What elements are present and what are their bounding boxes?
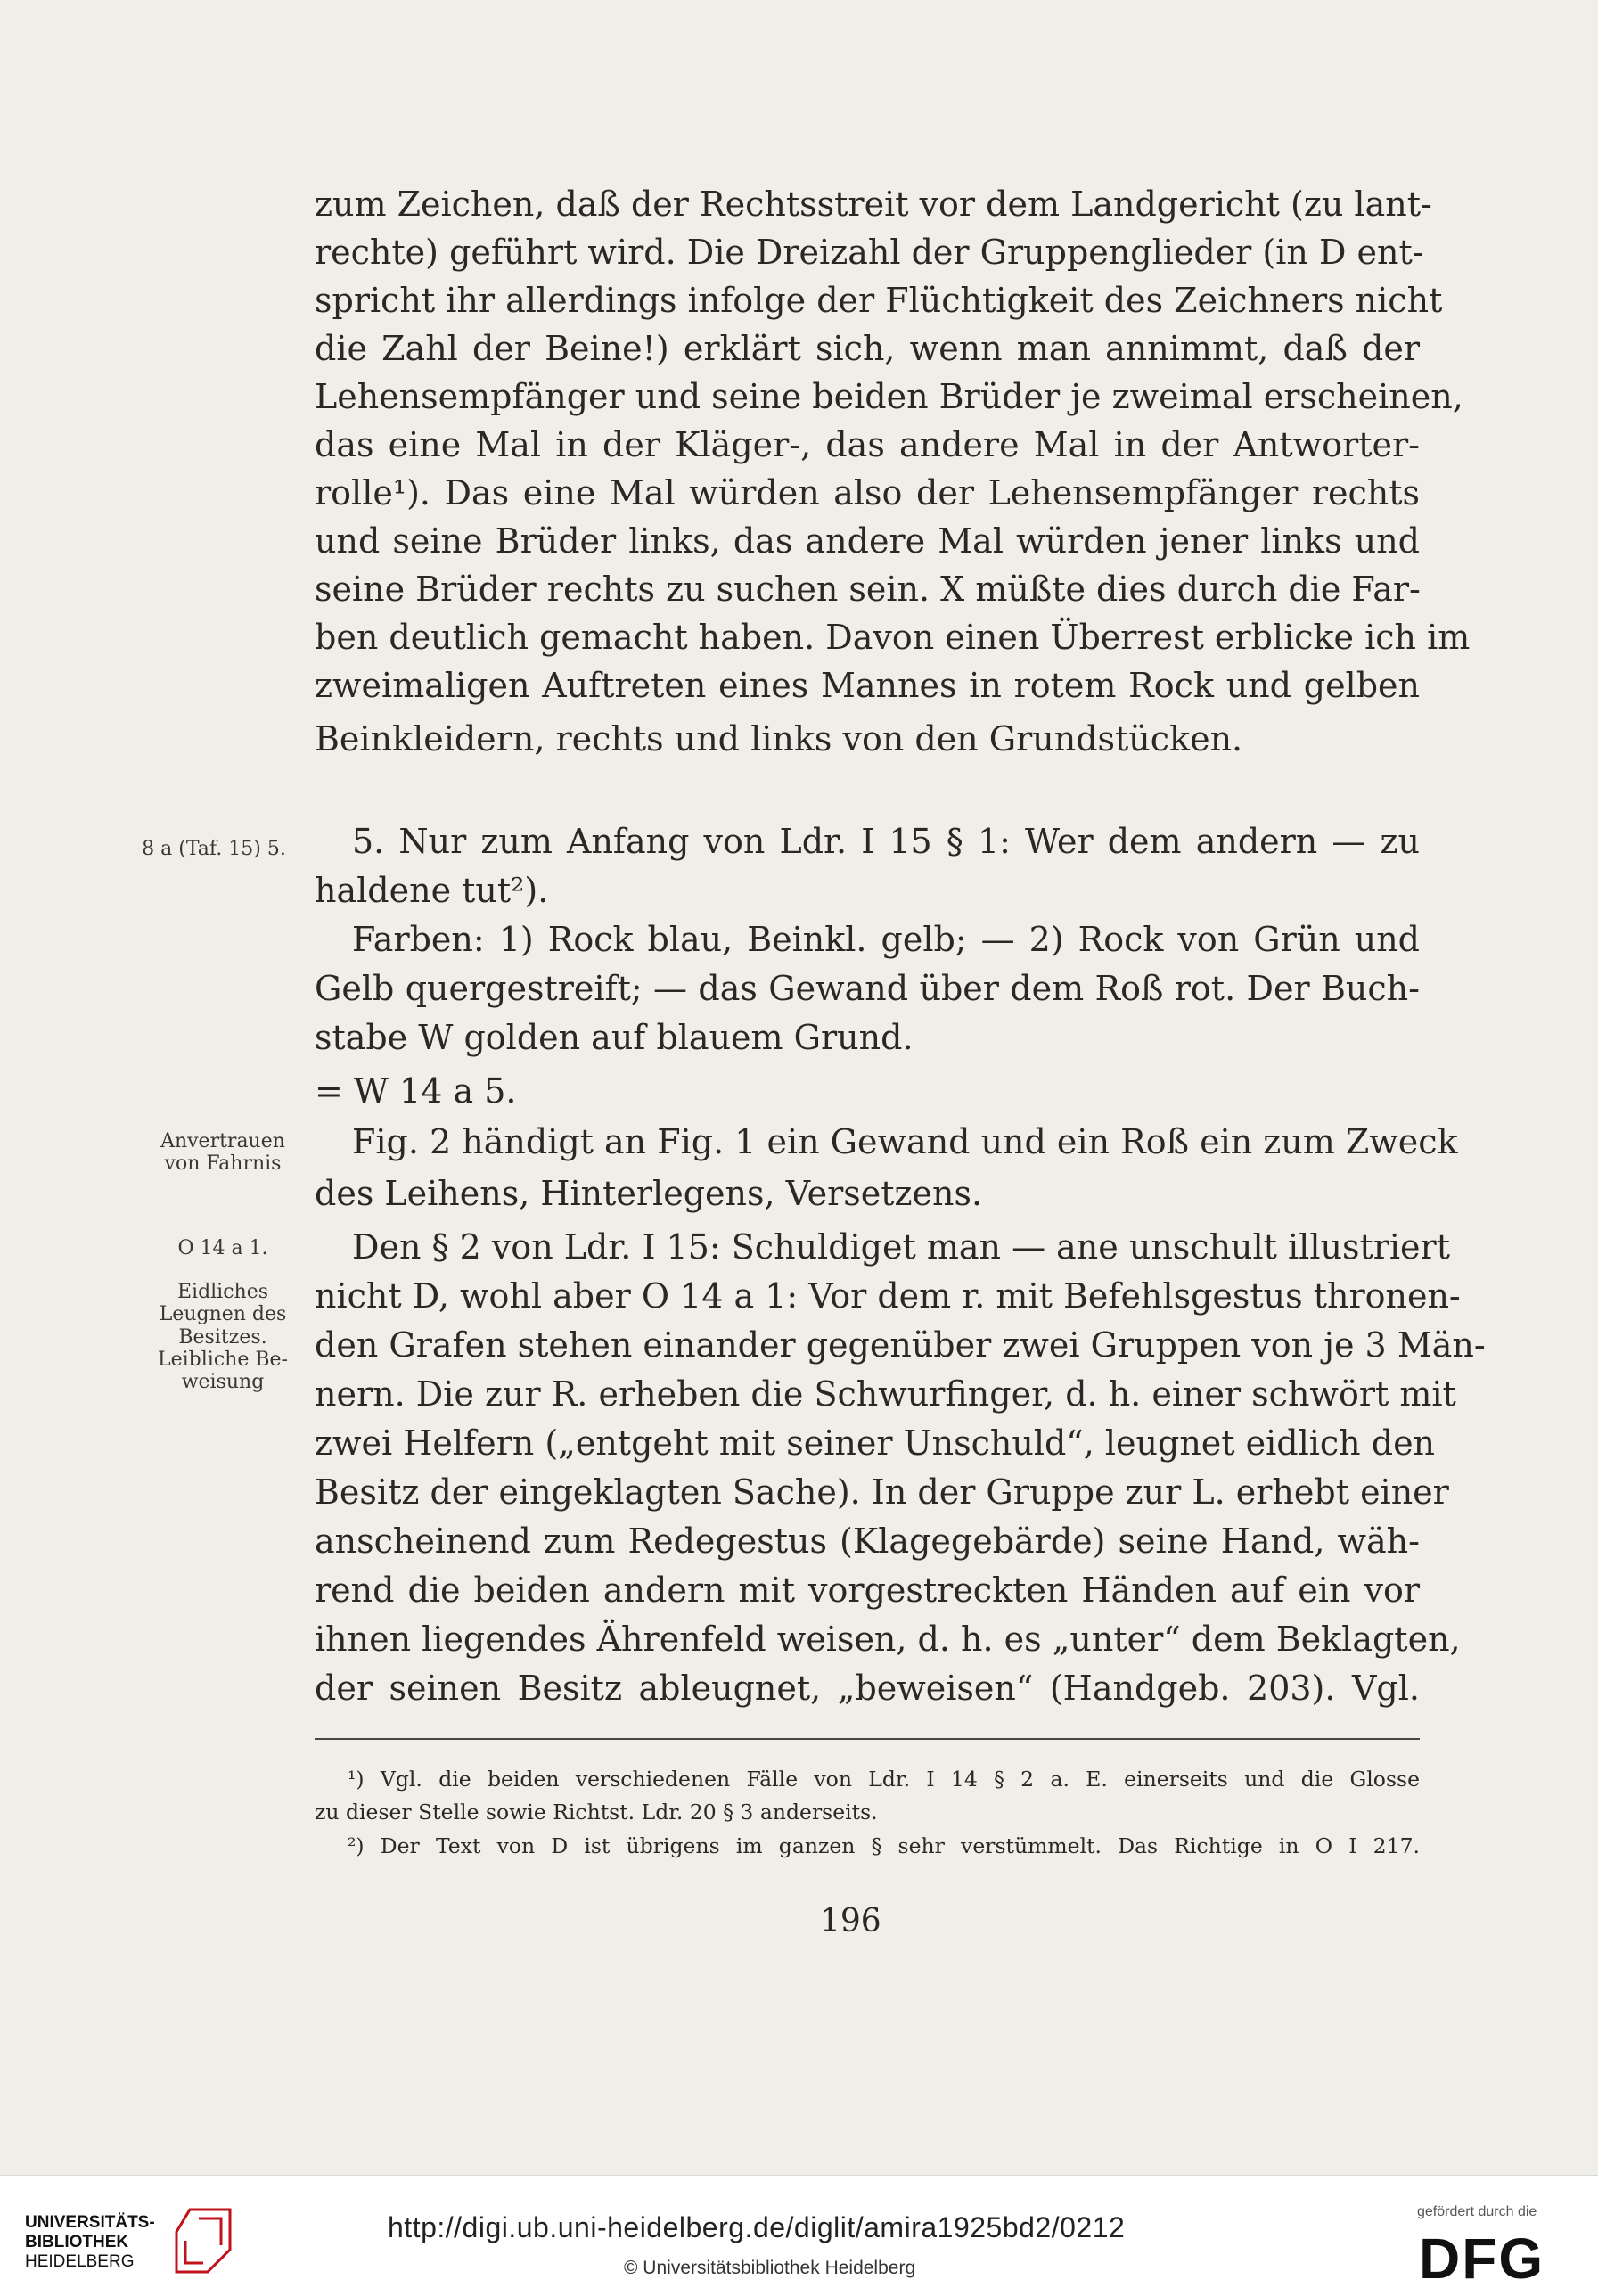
margin-note-line: von Fahrnis — [164, 1152, 282, 1176]
text-line: haldene tut²). — [315, 871, 549, 910]
library-name-line: BIBLIOTHEK — [25, 2233, 129, 2251]
margin-note-line: Besitzes. — [178, 1325, 267, 1349]
text-line: zwei Helfern („entgeht mit seiner Unschuld“, leugnet eidlich den — [315, 1423, 1436, 1463]
margin-note-line: Eidliches — [176, 1281, 269, 1303]
text-line: und seine Brüder links, das andere Mal würden jener links und — [315, 521, 1420, 561]
margin-note-line: Leibliche Be- — [158, 1348, 288, 1371]
text-line: Beinkleidern, rechts und links von den Grundstücken. — [315, 719, 1243, 758]
text-line: Fig. 2 händigt an Fig. 1 ein Gewand und ein Roß ein zum Zweck — [352, 1122, 1458, 1161]
viewer-footer — [0, 2175, 1598, 2296]
text-line: zum Zeichen, daß der Rechtsstreit vor dem Landgericht (zu lant- — [315, 184, 1432, 224]
text-line: ben deutlich gemacht haben. Davon einen Überrest erblicke ich im — [315, 618, 1471, 657]
text-line: Gelb quergestreift; — das Gewand über dem Roß rot. Der Buch- — [315, 969, 1420, 1008]
text-line: des Leihens, Hinterlegens, Versetzens. — [315, 1174, 983, 1213]
section-heading-line: 5. Nur zum Anfang von Ldr. I 15 § 1: Wer dem andern — zu — [352, 822, 1420, 861]
text-line: = W 14 a 5. — [315, 1071, 517, 1111]
text-line: rend die beiden andern mit vorgestreckten Händen auf ein vor — [315, 1570, 1420, 1610]
text-line: spricht ihr allerdings infolge der Flüchtigkeit des Zeichners nicht — [315, 281, 1443, 320]
text-line: rechte) geführt wird. Die Dreizahl der Gruppenglieder (in D ent- — [315, 233, 1424, 272]
text-line: Farben: 1) Rock blau, Beinkl. gelb; — 2) Rock von Grün und — [352, 920, 1420, 959]
footnote-rule — [315, 1738, 1420, 1740]
margin-note-plate — [125, 838, 303, 860]
text-line: der seinen Besitz ableugnet, „beweisen“ (Handgeb. 203). Vgl. — [315, 1669, 1420, 1708]
margin-note-line: 8 a (Taf. 15) 5. — [142, 838, 286, 860]
footnote-line: ²) Der Text von D ist übrigens im ganzen § sehr verstümmelt. Das Richtige in O I 217. — [348, 1833, 1420, 1858]
text-line: nicht D, wohl aber O 14 a 1: Vor dem r. mit Befehlsgestus thronen- — [315, 1276, 1461, 1316]
permalink-url[interactable]: http://digi.ub.uni-heidelberg.de/diglit/amira1925bd2/0212 — [388, 2211, 1126, 2243]
footnote-line: zu dieser Stelle sowie Richtst. Ldr. 20 § 3 anderseits. — [315, 1800, 878, 1824]
margin-note-eidliches — [134, 1281, 312, 1393]
library-logo-icon — [25, 2201, 257, 2276]
margin-note-line: Anvertrauen — [160, 1130, 285, 1152]
text-line: Besitz der eingeklagten Sache). In der Gruppe zur L. erhebt einer — [315, 1472, 1449, 1512]
text-line: ihnen liegendes Ährenfeld weisen, d. h. es „unter“ dem Beklagten, — [315, 1620, 1461, 1659]
text-line: den Grafen stehen einander gegenüber zwei Gruppen von je 3 Män- — [315, 1325, 1486, 1365]
margin-note-line: Leugnen des — [159, 1303, 287, 1326]
text-line: seine Brüder rechts zu suchen sein. X müßte dies durch die Far- — [315, 570, 1421, 609]
funding-label: gefördert durch die — [1417, 2204, 1537, 2219]
library-name-line: HEIDELBERG — [25, 2252, 135, 2271]
margin-note-line: O 14 a 1. — [177, 1237, 268, 1259]
page-number: 196 — [820, 1903, 881, 1939]
footnote-line: ¹) Vgl. die beiden verschiedenen Fälle von Ldr. I 14 § 2 a. E. einerseits und die Glosse — [348, 1767, 1420, 1792]
text-line: rolle¹). Das eine Mal würden also der Lehensempfänger rechts — [315, 473, 1420, 512]
copyright-notice: © Universitätsbibliothek Heidelberg — [624, 2258, 916, 2278]
margin-note-anvertrauen — [134, 1130, 312, 1176]
text-line: Den § 2 von Ldr. I 15: Schuldiget man — ane unschult illustriert — [352, 1227, 1450, 1267]
text-line: anscheinend zum Redegestus (Klagegebärde) seine Hand, wäh- — [315, 1521, 1420, 1561]
text-line: stabe W golden auf blauem Grund. — [315, 1018, 914, 1057]
margin-note-line: weisung — [181, 1371, 265, 1394]
text-line: nern. Die zur R. erheben die Schwurfinger, d. h. einer schwört mit — [315, 1374, 1456, 1414]
text-line: die Zahl der Beine!) erklärt sich, wenn man annimmt, daß der — [315, 329, 1420, 368]
text-line: zweimaligen Auftreten eines Mannes in rotem Rock und gelben — [315, 666, 1420, 705]
text-line: das eine Mal in der Kläger-, das andere Mal in der Antworter- — [315, 425, 1420, 464]
dfg-logo[interactable]: DFG — [1419, 2226, 1545, 2291]
margin-note-o14a1 — [134, 1237, 312, 1259]
library-name-line: UNIVERSITÄTS- — [25, 2213, 155, 2232]
text-line: Lehensempfänger und seine beiden Brüder je zweimal erscheinen, — [315, 377, 1463, 416]
